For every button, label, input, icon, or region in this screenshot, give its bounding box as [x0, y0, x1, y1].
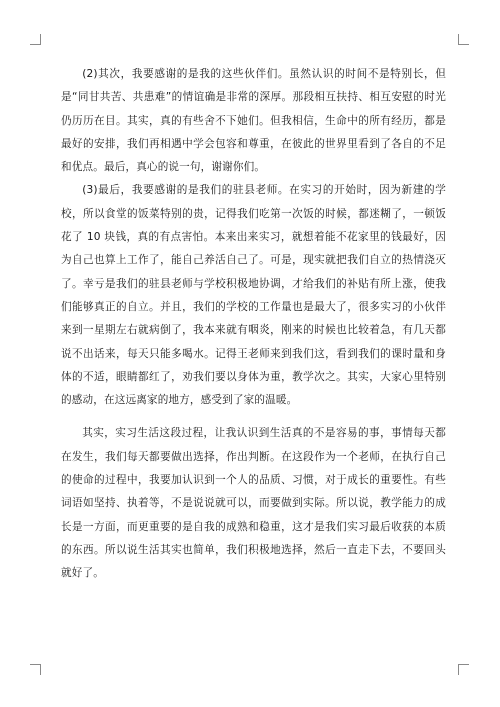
paragraph-thanks-teacher: (3)最后，我要感谢的是我们的驻县老师。在实习的开始时，因为新建的学校，所以食堂的饭菜特别的贵，记得我们吃第一次饭的时候，都迷糊了，一顿饭花了 10 块钱，真的有点害怕。本来出来实习，就想着能不花家里的钱最好，因为自己也算上工作了，能自己养活自己了。可是，现实就把我们自立的热情浇灭了。幸亏是我们的驻县老师与学校积极地协调，才给我们的补贴有所上涨，使我们能够真正的自立。并且，我们的学校的工作量也是最大了，很多实习的小伙伴来到一星期左右就病倒了，我本来就有咽炎，刚来的时候也比较着急，有几天都说不出话来，每天只能多喝水。记得王老师来到我们这，看到我们的课时量和身体的不适，眼睛都红了，劝我们要以身体为重，教学次之。其实，大家心里特别的感动，在这远离家的地方，感受到了家的温暖。	[61, 184, 446, 407]
paragraph-thanks-partners: (2)其次，我要感谢的是我的这些伙伴们。虽然认识的时间不是特别长，但是“同甘共苦、共患难”的情谊确是非常的深厚。那段相互扶持、相互安慰的时光仍历历在目。其实，真的有些舍不下她们。但我相信，生命中的所有经历，都是最好的安排，我们再相遇中学会包容和尊重，在彼此的世界里看到了各自的不足和优点。最后，真心的说一句，谢谢你们。	[61, 68, 446, 174]
page-corner-mark-bottom-right	[458, 664, 469, 675]
paragraph-conclusion: 其实，实习生活这段过程，让我认识到生活真的不是容易的事，事情每天都在发生，我们每天都要做出选择，作出判断。在这段作为一个老师，在执行自己的使命的过程中，我要加认识到一个人的品质、习惯，对于成长的重要性。有些词语如坚持、执着等，不是说说就可以，而要做到实际。所以说，教学能力的成长是一方面，而更重要的是自我的成熟和稳重，这才是我们实习最后收获的本质的东西。所以说生活其实也简单，我们积极地选择，然后一直走下去，不要回头就好了。	[61, 427, 446, 580]
page-corner-mark-top-left	[30, 34, 41, 45]
page-corner-mark-top-right	[458, 34, 469, 45]
document-body	[61, 63, 446, 586]
page-corner-mark-bottom-left	[30, 664, 41, 675]
